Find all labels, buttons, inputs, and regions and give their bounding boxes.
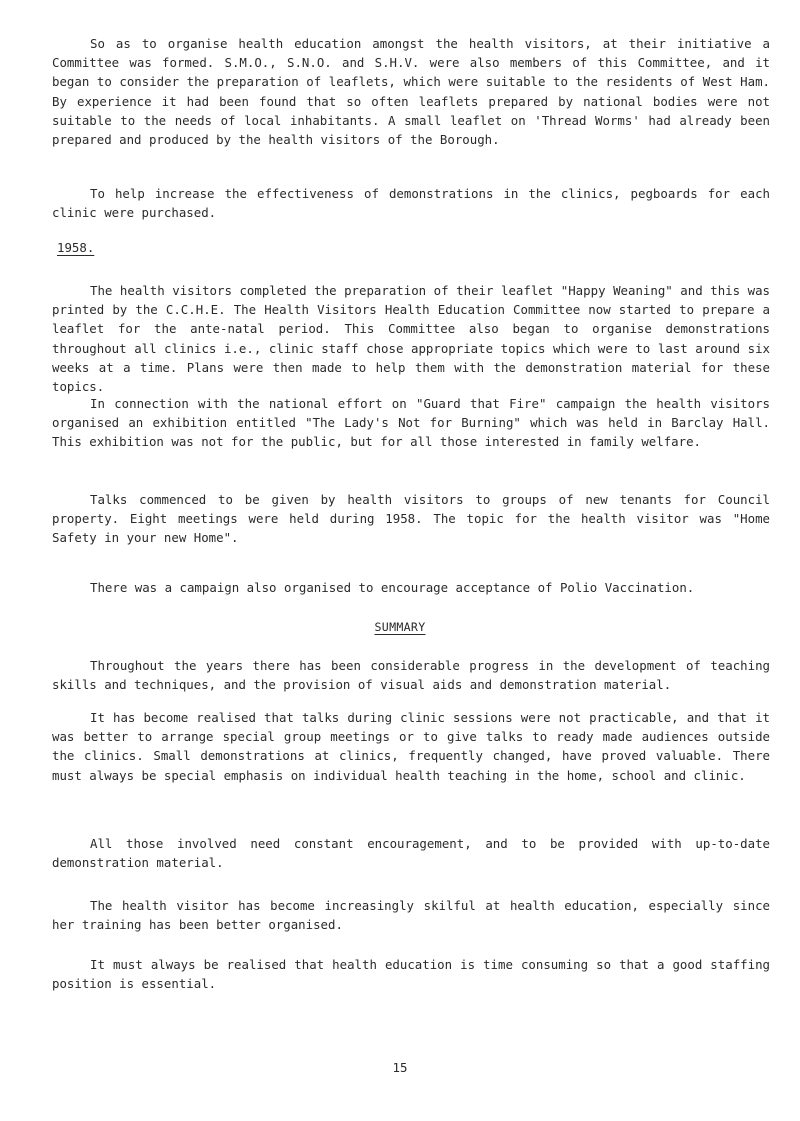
paragraph-committee-formation: So as to organise health education amongst the health visitors, at their initiative a Committee was formed. S.M.O., S.N.O. and S.H.V. were also members of this Committee, and it began to consider the preparation of leaflets, which were suitable to the residents of West Ham. By experience it had been found that so often leaflets prepared by national bodies were not suitable to the needs of local inhabitants. A small leaflet on 'Thread Worms' had already been prepared and produced by the health visitors of the Borough.: [52, 36, 770, 148]
paragraph-guard-that-fire: In connection with the national effort on "Guard that Fire" campaign the health visitors organised an exhibition entitled "The Lady's Not for Burning" which was held in Barclay Hall. This exhibition was not for the public, but for all those interested in family welfare.: [52, 396, 770, 450]
paragraph-summary-staffing: It must always be realised that health education is time consuming so that a good staffing position is essential.: [52, 957, 770, 992]
paragraph-summary-encouragement: All those involved need constant encouragement, and to be provided with up-to-date demonstration material.: [52, 836, 770, 871]
year-heading-1958: 1958.: [57, 240, 95, 255]
paragraph-summary-health-visitor: The health visitor has become increasingly skilful at health education, especially since her training has been better organised.: [52, 898, 770, 933]
paragraph-pegboards: To help increase the effectiveness of demonstrations in the clinics, pegboards for each clinic were purchased.: [52, 186, 770, 221]
paragraph-summary-progress: Throughout the years there has been considerable progress in the development of teaching skills and techniques, and the provision of visual aids and demonstration material.: [52, 658, 770, 693]
paragraph-happy-weaning: The health visitors completed the preparation of their leaflet "Happy Weaning" and this was printed by the C.C.H.E. The Health Visitors Health Education Committee now started to prepare a leaflet for the ante-natal period. This Committee also began to organise demonstrations throughout all clinics i.e., clinic staff chose appropriate topics which were to last around six weeks at a time. Plans were then made to help them with the demonstration material for these topics.: [52, 283, 770, 395]
paragraph-summary-talks: It has become realised that talks during clinic sessions were not practicable, and that it was better to arrange special group meetings or to give talks to ready made audiences outside the clinics. Small demonstrations at clinics, frequently changed, have proved valuable. There must always be special emphasis on individual health teaching in the home, school and clinic.: [52, 710, 770, 783]
summary-heading: SUMMARY: [374, 620, 426, 634]
paragraph-tenant-talks: Talks commenced to be given by health visitors to groups of new tenants for Council property. Eight meetings were held during 1958. The topic for the health visitor was "Home Safety in your new Home".: [52, 492, 770, 546]
paragraph-polio-campaign: There was a campaign also organised to encourage acceptance of Polio Vaccination.: [90, 580, 695, 595]
page-number: 15: [392, 1060, 408, 1075]
